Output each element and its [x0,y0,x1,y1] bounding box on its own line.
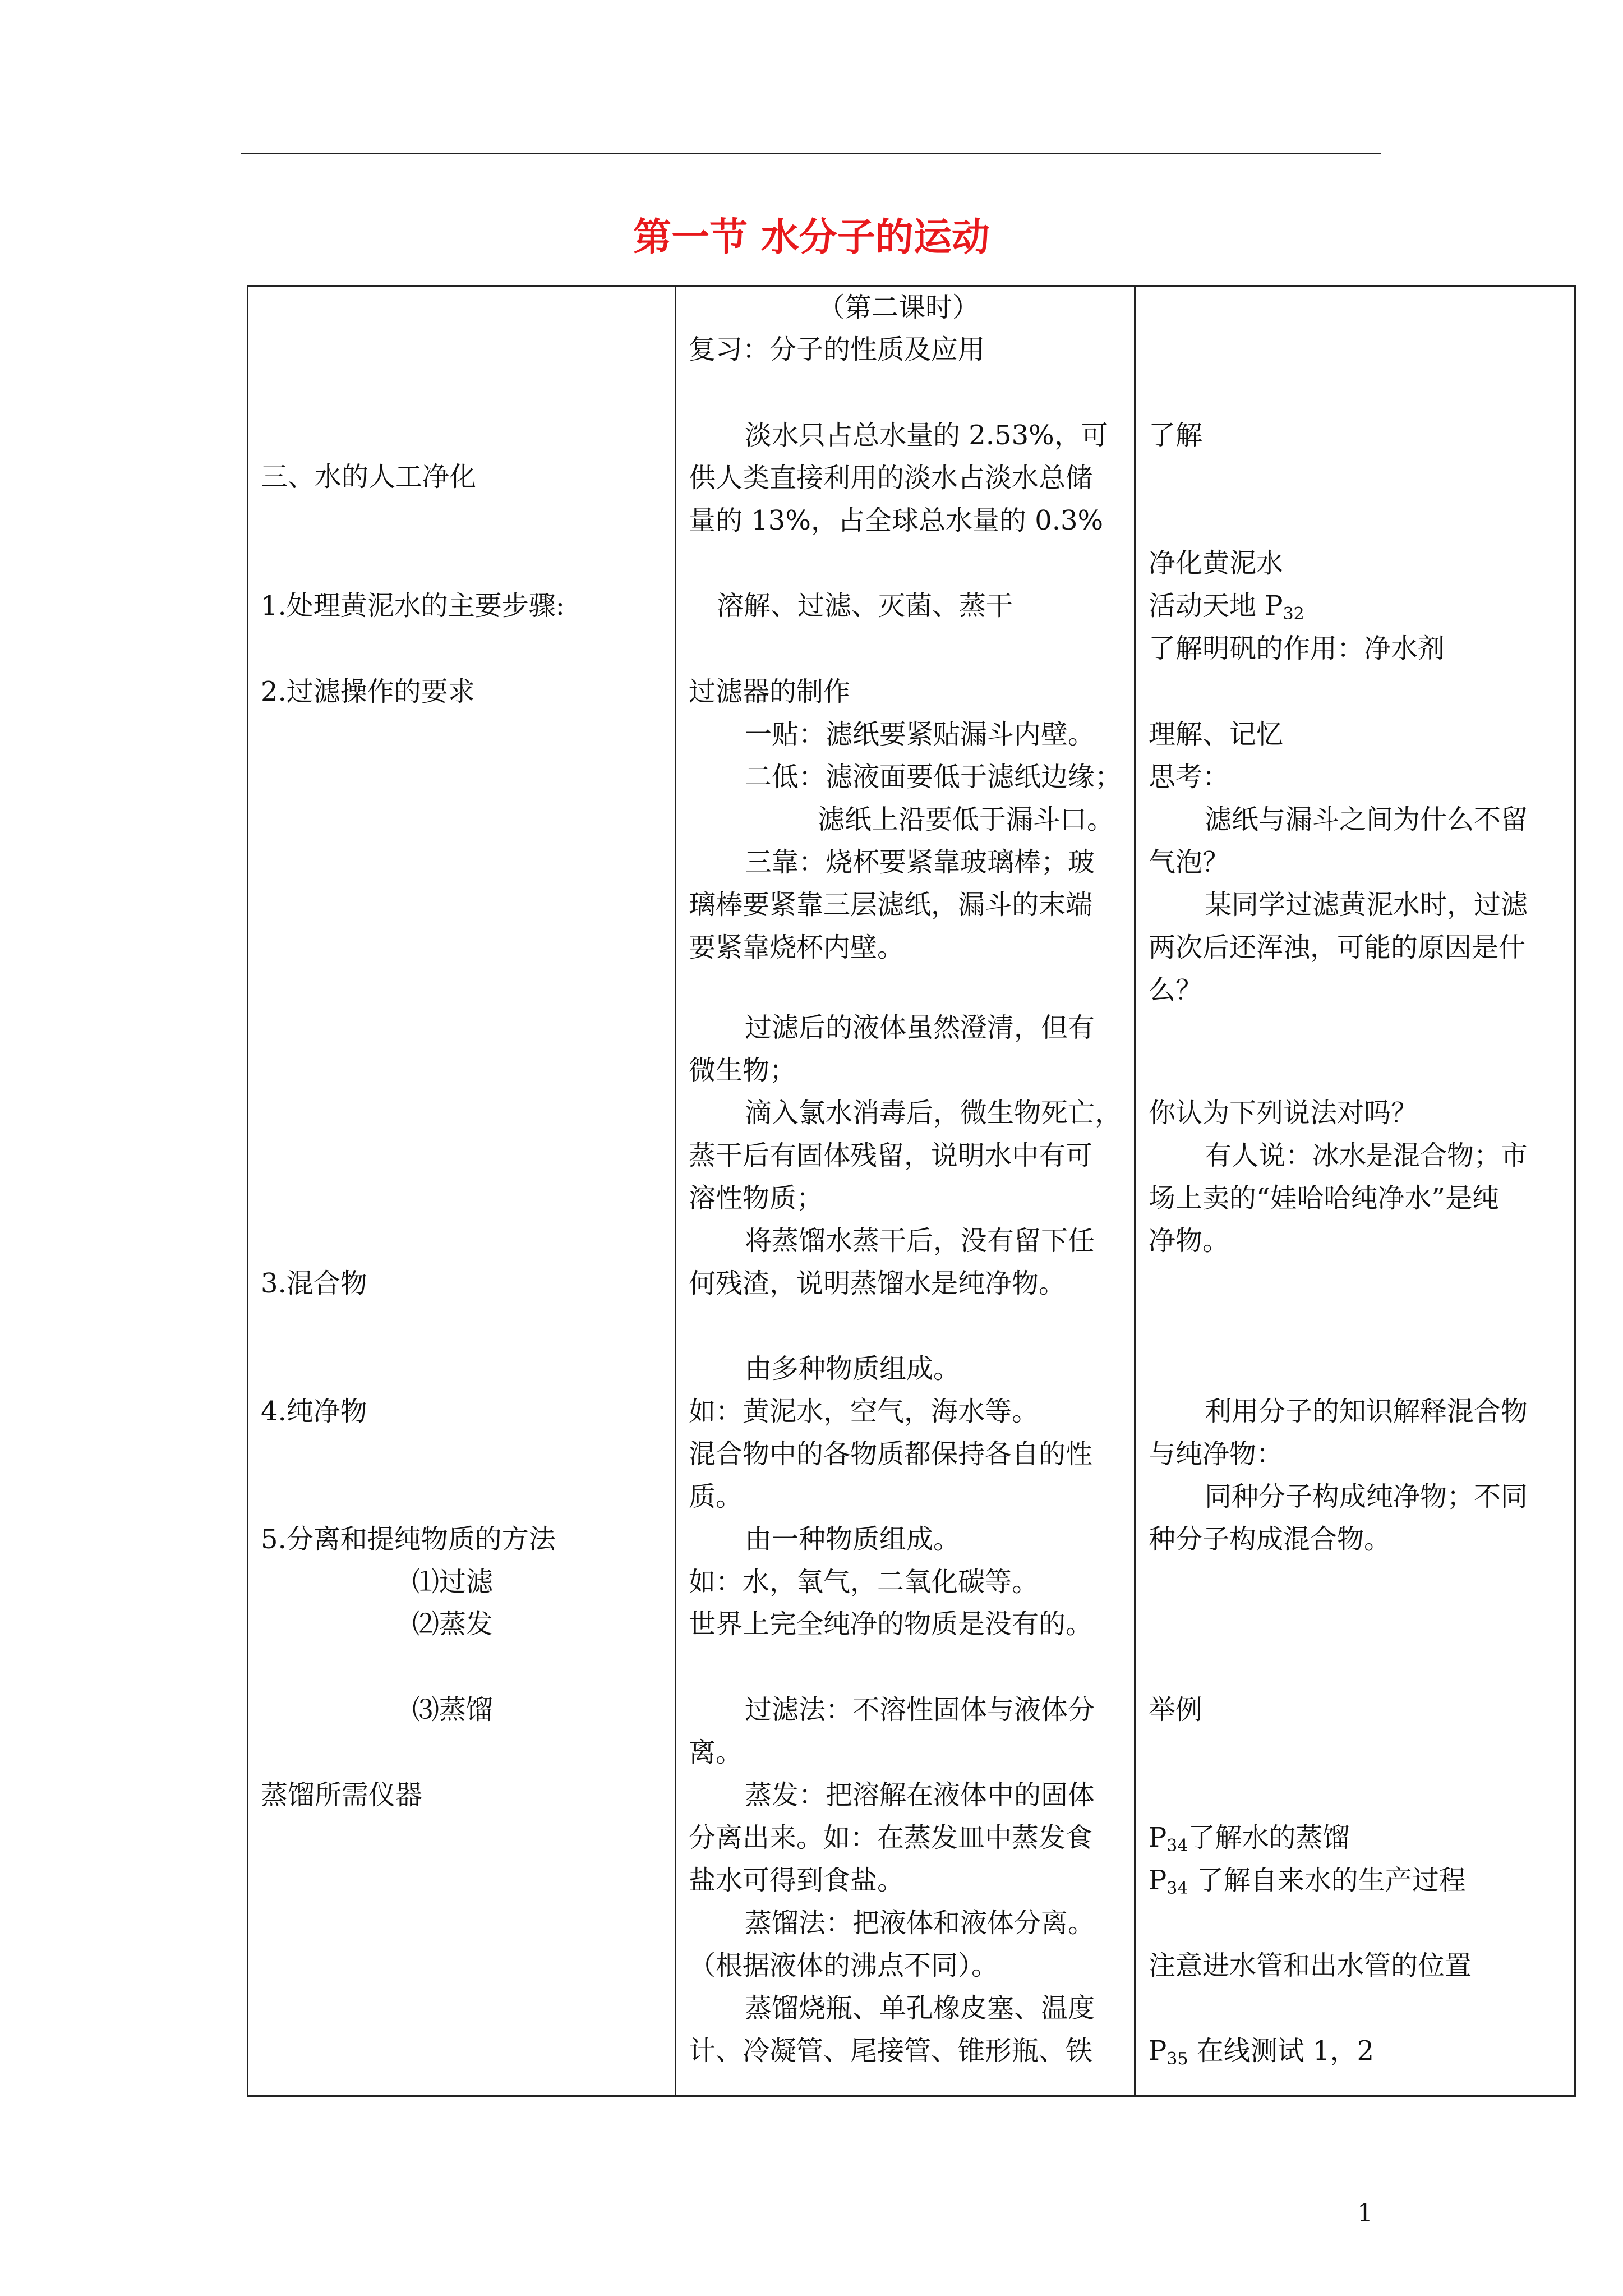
line-text: 溶解、过滤、灭菌、蒸干 [717,590,1013,622]
line-text: 注意进水管和出水管的位置 [1149,1950,1472,1981]
line-text: 供人类直接利用的淡水占淡水总储 [689,462,1093,494]
column-divider-1 [675,285,676,2097]
line-text: 璃棒要紧靠三层滤纸，漏斗的末端 [689,889,1093,921]
line-text: 两次后还浑浊，可能的原因是什 [1149,932,1526,963]
line-text: 2.过滤操作的要求 [261,676,475,707]
col2-line [745,1011,1095,1045]
col2-line [745,1991,1095,2025]
line-text: 混合物中的各物质都保持各自的性 [689,1438,1093,1470]
line-text: P [1149,1865,1167,1896]
col2-line [689,888,1092,922]
col3-line [1149,589,1304,631]
line-text: 离。 [689,1737,743,1768]
line-text: 分离出来。如：在蒸发皿中蒸发食 [689,1822,1093,1853]
col3-line [1149,1437,1283,1471]
line-text: 质。 [689,1481,743,1512]
line-text: 何残渣，说明蒸馏水是纯净物。 [689,1268,1066,1299]
col2-line [745,418,1108,452]
line-text: 5.分离和提纯物质的方法 [261,1524,556,1555]
col2-line [689,504,1103,537]
col3-line [1149,717,1283,751]
page-title: 第一节 水分子的运动 [633,215,990,260]
line-text: 思考： [1149,761,1230,793]
col3-line [1149,760,1229,794]
col3-line [1149,632,1445,665]
col2-line [689,931,904,964]
col3-line [1149,1693,1202,1727]
line-text: 计、冷凝管、尾接管、锥形瓶、铁 [689,2035,1093,2067]
col3-line [1205,803,1528,836]
line-text: 活动天地 P [1149,590,1283,622]
line-text: ⑶蒸馏 [412,1694,494,1726]
line-text: 如：水，氧气，二氧化碳等。 [689,1566,1039,1598]
line-text: 要紧靠烧杯内壁。 [689,932,905,963]
col3-line [1205,1480,1528,1513]
line-text: 蒸馏法：把液体和液体分离。 [745,1907,1095,1939]
col1-line [412,1607,493,1641]
col3-line [1149,845,1229,879]
col2-line [689,675,850,708]
col2-line [745,1352,960,1386]
col2-line [689,1181,823,1215]
line-text: 量的 13%，占全球总水量的 0.3% [689,505,1104,536]
col3-line [1149,1949,1472,1982]
col2-line [689,1267,1066,1300]
col3-line [1149,546,1283,580]
col2-line [745,1096,1122,1130]
line-tail-text: 了解水的蒸馏 [1188,1822,1350,1853]
line-text: 由一种物质组成。 [745,1524,961,1555]
line-text: 滤纸与漏斗之间为什么不留 [1205,804,1528,835]
col2-line [745,1906,1095,1940]
col3-line [1205,888,1528,922]
line-text: 蒸馏所需仪器 [261,1779,423,1811]
line-text: 如：黄泥水，空气，海水等。 [689,1396,1039,1427]
col1-line [412,1693,493,1727]
line-text: 滴入氯水消毒后，微生物死亡， [745,1097,1122,1129]
line-text: 么？ [1149,974,1203,1006]
line-text: 了解 [1149,420,1203,451]
line-text: 某同学过滤黄泥水时，过滤 [1205,889,1528,921]
page-ref-subscript: 34 [1166,1879,1188,1898]
col3-line [1149,931,1525,964]
col1-line [412,1565,493,1599]
page-ref-subscript: 35 [1166,2049,1188,2069]
col2-line [689,1480,743,1513]
line-text: 1.处理黄泥水的主要步骤: [261,590,565,622]
line-text: ⑵蒸发 [412,1608,494,1640]
col1-line [261,1522,556,1556]
line-tail-text: 在线测试 1，2 [1188,2035,1375,2067]
line-text: 过滤法：不溶性固体与液体分 [745,1694,1095,1726]
line-text: 过滤后的液体虽然澄清，但有 [745,1012,1095,1043]
col3-line [1149,1224,1229,1258]
line-text: 净化黄泥水 [1149,547,1284,579]
line-text: 蒸发：把溶解在液体中的固体 [745,1779,1095,1811]
line-text: 同种分子构成纯净物；不同 [1205,1481,1528,1512]
col2-line [818,291,979,324]
line-text: 溶性物质； [689,1182,824,1214]
line-text: 利用分子的知识解释混合物 [1205,1396,1528,1427]
col3-line [1149,1181,1499,1215]
line-text: 4.纯净物 [261,1396,367,1427]
col2-line [745,760,1122,794]
col2-line [717,589,1013,623]
col2-line [689,1139,1092,1172]
page-ref-subscript: 32 [1283,604,1304,624]
line-text: 二低：滤液面要低于滤纸边缘； [745,761,1122,793]
line-text: 与纯净物： [1149,1438,1284,1470]
col3-line [1149,1821,1350,1863]
col1-line [261,1267,367,1300]
col2-line [689,1607,1092,1641]
page-ref-subscript: 34 [1166,1836,1188,1856]
line-text: 复习：分子的性质及应用 [689,334,985,365]
header-rule [241,153,1381,154]
line-tail-text: 了解自来水的生产过程 [1188,1865,1466,1896]
line-text: P [1149,2035,1167,2067]
col1-line [261,460,476,494]
col3-line [1205,1139,1528,1172]
line-text: 了解明矾的作用：净水剂 [1149,633,1445,664]
col1-line [261,1778,422,1812]
col1-line [261,1395,367,1428]
col2-line [745,1693,1095,1727]
col3-line [1149,2034,1374,2076]
col2-line [745,717,1095,751]
line-text: 举例 [1149,1694,1203,1726]
col2-line [689,1821,1092,1855]
line-text: 三靠：烧杯要紧靠玻璃棒；玻 [745,846,1095,878]
col2-line [689,1565,1039,1599]
page-number: 1 [1357,2199,1373,2228]
line-text: （根据液体的沸点不同）。 [689,1950,999,1981]
line-text: ⑴过滤 [412,1566,494,1598]
col2-line [689,1864,904,1897]
line-text: 一贴：滤纸要紧贴漏斗内壁。 [745,719,1095,750]
col2-line [689,1395,1039,1428]
col2-line [745,1778,1095,1812]
line-text: 淡水只占总水量的 2.53%，可 [745,420,1108,451]
line-text: 理解、记忆 [1149,719,1284,750]
line-text: 世界上完全纯净的物质是没有的。 [689,1608,1093,1640]
line-text: 将蒸馏水蒸干后，没有留下任 [745,1225,1095,1257]
line-text: 三、水的人工净化 [261,461,477,493]
col3-line [1149,1522,1391,1556]
col3-line [1149,1864,1466,1906]
line-text: 有人说：冰水是混合物；市 [1205,1140,1528,1171]
line-text: P [1149,1822,1167,1853]
line-text: 蒸馏烧瓶、单孔橡皮塞、温度 [745,1993,1095,2024]
col3-line [1149,418,1202,452]
col1-line [261,589,565,623]
line-text: 3.混合物 [261,1268,367,1299]
line-text: （第二课时） [818,292,980,323]
line-text: 净物。 [1149,1225,1230,1257]
line-text: 场上卖的“娃哈哈纯净水”是纯 [1149,1182,1500,1214]
line-text: 你认为下列说法对吗？ [1149,1097,1418,1129]
line-text: 过滤器的制作 [689,676,851,707]
col2-line [689,333,985,366]
col3-line [1149,1096,1418,1130]
col3-line [1205,1395,1528,1428]
line-text: 气泡？ [1149,846,1230,878]
col2-line [818,803,1114,836]
col1-line [261,675,475,708]
col2-line [689,1736,743,1769]
col2-line [689,1949,998,1982]
column-divider-2 [1134,285,1136,2097]
col3-line [1149,973,1202,1007]
line-text: 微生物； [689,1055,797,1086]
line-text: 滤纸上沿要低于漏斗口。 [818,804,1114,835]
col2-line [745,845,1095,879]
col2-line [689,461,1092,495]
line-text: 由多种物质组成。 [745,1353,961,1384]
col2-line [689,1053,796,1087]
line-text: 盐水可得到食盐。 [689,1865,905,1896]
line-text: 种分子构成混合物。 [1149,1524,1391,1555]
col2-line [689,1437,1092,1471]
col2-line [745,1224,1095,1258]
col2-line [689,2034,1092,2068]
line-text: 蒸干后有固体残留，说明水中有可 [689,1140,1093,1171]
col2-line [745,1522,960,1556]
